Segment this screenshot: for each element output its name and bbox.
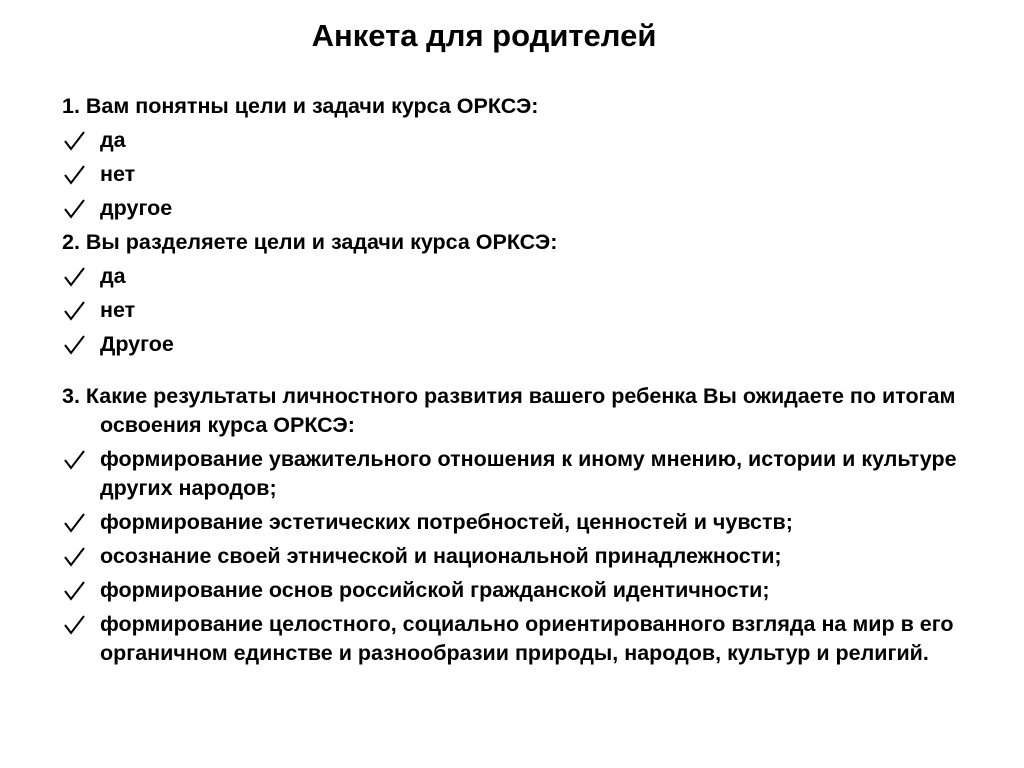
- option-label: другое: [100, 196, 173, 220]
- option-label: осознание своей этнической и национальной принадлежности;: [100, 544, 782, 568]
- checkmark-icon: [62, 262, 90, 291]
- checkmark-icon: [62, 160, 90, 189]
- page-title: Анкета для родителей: [311, 18, 657, 53]
- option-item: [62, 445, 962, 503]
- checkmark-icon: [62, 330, 90, 359]
- checkmark-icon: [62, 610, 90, 639]
- option-item: [62, 296, 962, 325]
- option-item: [62, 160, 962, 189]
- option-item: [62, 610, 962, 668]
- checkmark-icon: [62, 576, 90, 605]
- option-label: нет: [100, 162, 136, 186]
- questionnaire: [62, 92, 962, 668]
- question-1: 1. Вам понятны цели и задачи курса ОРКСЭ:: [62, 94, 539, 118]
- checkmark-icon: [62, 508, 90, 537]
- option-item: [62, 126, 962, 155]
- option-label: да: [100, 128, 126, 152]
- option-label: да: [100, 264, 126, 288]
- question-3: 3. Какие результаты личностного развития вашего ребенка Вы ожидаете по итогам освоения курса ОРКСЭ:: [62, 384, 956, 437]
- option-item: [62, 542, 962, 571]
- option-label: формирование уважительного отношения к иному мнению, истории и культуре других народов;: [100, 447, 957, 500]
- option-label: Другое: [100, 332, 174, 356]
- option-item: [62, 330, 962, 359]
- option-item: [62, 508, 962, 537]
- option-label: нет: [100, 298, 136, 322]
- option-label: формирование эстетических потребностей, ценностей и чувств;: [100, 510, 793, 534]
- option-item: [62, 576, 962, 605]
- checkmark-icon: [62, 445, 90, 474]
- option-label: формирование основ российской гражданской идентичности;: [100, 578, 770, 602]
- option-item: [62, 262, 962, 291]
- question-2: 2. Вы разделяете цели и задачи курса ОРКСЭ:: [62, 230, 558, 254]
- option-item: [62, 194, 962, 223]
- option-label: формирование целостного, социально ориентированного взгляда на мир в его органичном единстве и разнообразии природы, народов, культур и религий.: [100, 612, 954, 665]
- checkmark-icon: [62, 542, 90, 571]
- checkmark-icon: [62, 126, 90, 155]
- checkmark-icon: [62, 296, 90, 325]
- checkmark-icon: [62, 194, 90, 223]
